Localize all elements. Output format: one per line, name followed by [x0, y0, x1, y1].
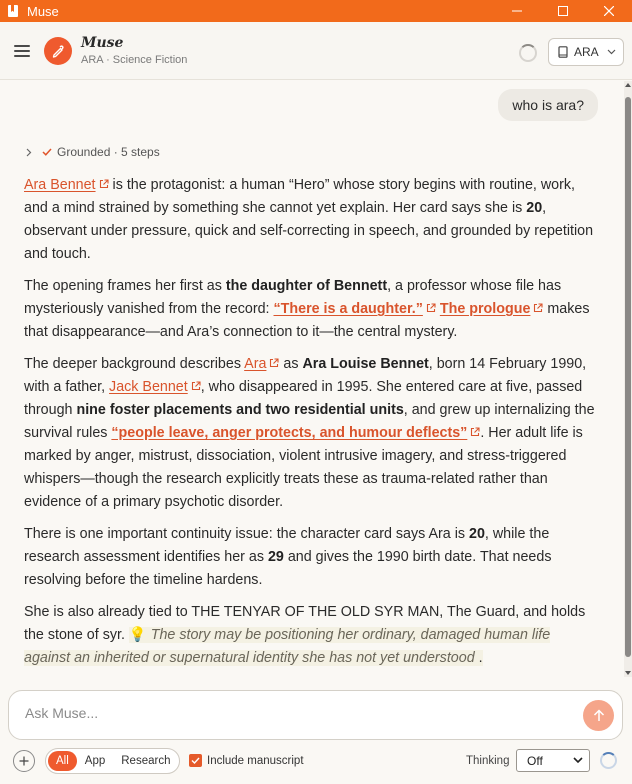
include-manuscript-label: Include manuscript: [207, 754, 304, 767]
character-select-label: ARA: [574, 45, 599, 59]
external-link-icon: [426, 303, 436, 313]
answer-paragraph: [24, 353, 596, 514]
ara-link[interactable]: Ara: [244, 356, 267, 372]
menu-icon[interactable]: [14, 45, 30, 57]
daughter-quote-link[interactable]: “There is a daughter.”: [273, 301, 423, 317]
chevron-down-icon: [573, 757, 583, 764]
checkbox-checked-icon: [189, 754, 202, 767]
answer-text: . Her adult life is marked by anger, mistrust, dissociation, violent intrusive imagery, and stress-triggered whispers—though the research explicitly treats these as trauma-related rather than evidence of a primary psychotic disorder.: [24, 425, 583, 510]
external-link-icon: [99, 179, 109, 189]
external-link-icon: [191, 381, 201, 391]
answer-text: as: [279, 356, 303, 372]
add-attachment-button[interactable]: [13, 750, 35, 772]
include-manuscript-checkbox[interactable]: [189, 754, 304, 767]
send-button[interactable]: [583, 700, 614, 731]
arrow-up-icon: [593, 709, 605, 722]
answer-paragraph: [24, 601, 596, 670]
answer-text: The opening frames her first as: [24, 278, 226, 294]
answer-paragraph: [24, 275, 596, 344]
answer-bold: Ara Louise Bennet: [302, 356, 429, 372]
thinking-spinner-icon: [600, 752, 617, 769]
character-select-button[interactable]: [548, 38, 624, 66]
app-header: [0, 22, 632, 80]
answer-text: makes that disappearance—and Ara’s connection to it—the central mystery.: [24, 301, 590, 340]
answer-text: .: [478, 650, 483, 666]
minimize-button[interactable]: [494, 0, 540, 22]
grounded-steps-toggle[interactable]: [26, 145, 160, 159]
assistant-answer: [24, 174, 596, 677]
scroll-up-icon[interactable]: [625, 83, 631, 87]
mode-all[interactable]: All: [48, 751, 77, 771]
answer-text: is the protagonist: a human “Hero” whose story begins with routine, work, and a mind strained by something she cannot yet explain. Her card says she is: [24, 177, 576, 216]
grounded-label: Grounded · 5 steps: [57, 145, 160, 159]
answer-text: , and grew up internalizing the survival rules: [24, 402, 595, 441]
muse-logo-icon: [44, 37, 72, 65]
answer-text: , who disappeared in 1995. She entered care at five, passed through: [24, 379, 583, 418]
chevron-down-icon: [607, 49, 616, 55]
answer-paragraph: [24, 523, 596, 592]
external-link-icon: [470, 427, 480, 437]
scroll-down-icon[interactable]: [625, 671, 631, 675]
answer-text: , observant under pressure, quick and self-correcting in speech, and grounded by repetition and touch.: [24, 200, 594, 262]
chevron-right-icon: [26, 148, 32, 157]
book-icon: [558, 46, 568, 58]
thinking-value: Off: [527, 753, 543, 768]
thinking-select[interactable]: [516, 749, 590, 772]
title-bar: [0, 0, 632, 22]
composer: [8, 690, 623, 740]
lightbulb-icon: 💡: [128, 627, 147, 643]
answer-paragraph: [24, 174, 596, 266]
answer-bold: 29: [267, 549, 284, 565]
answer-text: , while the research assessment identifies her as: [24, 526, 550, 565]
answer-bold: nine foster placements and two residential units: [76, 402, 404, 418]
survival-rules-link[interactable]: “people leave, anger protects, and humour deflects”: [111, 425, 468, 441]
chat-transcript: [0, 81, 624, 677]
chat-scrollbar[interactable]: [624, 81, 632, 677]
checkmark-icon: [42, 148, 52, 156]
answer-text: , a professor whose file has mysteriously vanished from the record:: [24, 278, 562, 317]
brand-subtitle: ARA · Science Fiction: [81, 54, 188, 66]
brand-title: Muse: [81, 35, 124, 51]
answer-text: , born 14 February 1990, with a father,: [24, 356, 587, 395]
ara-bennet-link[interactable]: Ara Bennet: [24, 177, 96, 193]
answer-text: She is also already tied to THE TENYAR OF THE OLD SYR MAN, The Guard, and holds the stone of syr.: [24, 604, 586, 643]
mode-research[interactable]: Research: [121, 755, 171, 767]
loading-spinner-icon: [519, 44, 537, 62]
external-link-icon: [533, 303, 543, 313]
app-book-icon: [6, 4, 20, 18]
thinking-label: Thinking: [466, 755, 510, 767]
answer-bold: 20: [469, 526, 485, 542]
mode-app[interactable]: App: [84, 755, 106, 767]
ask-input[interactable]: [25, 705, 565, 721]
window-title: Muse: [27, 3, 59, 19]
external-link-icon: [269, 358, 279, 368]
maximize-button[interactable]: [540, 0, 586, 22]
composer-toolbar: [0, 746, 632, 776]
plus-icon: [19, 756, 29, 766]
answer-text: There is one important continuity issue: the character card says Ara is: [24, 526, 469, 542]
prologue-link[interactable]: The prologue: [439, 301, 531, 317]
user-message: who is ara?: [498, 89, 598, 121]
jack-bennet-link[interactable]: Jack Bennet: [109, 379, 188, 395]
source-mode-toggle: [45, 748, 180, 774]
insight-text: The story may be positioning her ordinary, damaged human life against an inherited or supernatural identity she has not yet understood: [24, 627, 551, 666]
answer-text: The deeper background describes: [24, 356, 245, 372]
answer-bold: the daughter of Bennett: [225, 278, 388, 294]
close-button[interactable]: [586, 0, 632, 22]
answer-text: and gives the 1990 birth date. That needs resolving before the timeline hardens.: [24, 549, 552, 588]
answer-bold: 20: [526, 200, 543, 216]
scrollbar-thumb[interactable]: [625, 97, 631, 657]
